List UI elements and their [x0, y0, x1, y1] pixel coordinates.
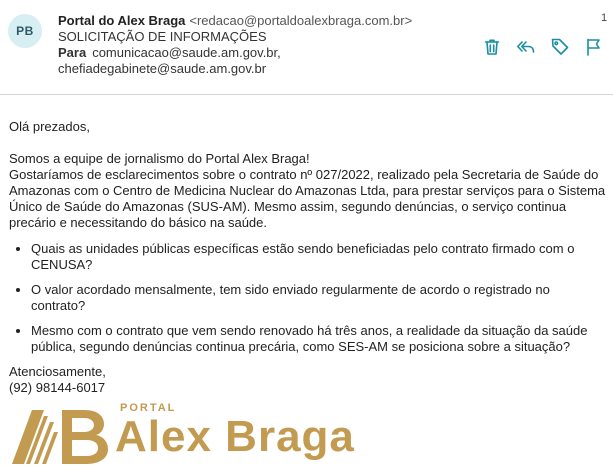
logo-portal-text: PORTAL: [120, 402, 177, 414]
message-header: [0, 0, 613, 95]
signature-logo: [10, 402, 370, 466]
logo-brand-text: Alex Braga: [115, 412, 355, 461]
recipient-2[interactable]: chefiadegabinete@saude.am.gov.br: [58, 61, 267, 76]
sender-email[interactable]: <redacao@portaldoalexbraga.com.br>: [189, 13, 413, 28]
sender-name[interactable]: Portal do Alex Braga: [58, 13, 186, 28]
flag-icon[interactable]: [584, 37, 604, 57]
greeting: Olá prezados,: [9, 119, 90, 134]
reply-all-icon[interactable]: [516, 37, 536, 57]
trash-icon[interactable]: [482, 37, 502, 57]
avatar[interactable]: PB: [8, 14, 42, 48]
message-count: 1: [601, 12, 608, 24]
list-item: • Quais as unidades públicas específicas estão sendo beneficiadas pelo contrato firmado com o CENUSA?: [31, 241, 607, 273]
recipient-1[interactable]: comunicacao@saude.am.gov.br,: [92, 45, 281, 60]
phone-number: (92) 98144-6017: [9, 380, 106, 395]
sender-line: [58, 13, 412, 29]
header-details: [58, 13, 412, 77]
message-subject: SOLICITAÇÃO DE INFORMAÇÕES: [58, 29, 267, 44]
logo-mark-icon: [10, 408, 110, 464]
body-paragraph: Gostaríamos de esclarecimentos sobre o contrato nº 027/2022, realizado pela Secretaria de Saúde do Amazonas com o Centro de Medicina Nuclear do Amazonas Ltda, para prestar serviços para o Sistema Único de Saúde do Amazonas (SUS-AM). Mesmo assim, segundo denúncias, o serviço continua precário e necessitando do básico na saúde.: [9, 167, 606, 230]
list-item: • O valor acordado mensalmente, tem sido enviado regularmente de acordo o registrado no contrato?: [31, 282, 607, 314]
list-item: • Mesmo com o contrato que vem sendo renovado há três anos, a realidade da situação da saúde pública, segundo denúncias continua precária, como SES-AM se posiciona sobre a situação?: [31, 323, 607, 355]
to-label: Para: [58, 45, 87, 60]
message-body: [9, 119, 607, 396]
question-list: [9, 241, 607, 355]
message-actions: [482, 37, 604, 57]
intro-text: Somos a equipe de jornalismo do Portal Alex Braga!: [9, 151, 310, 166]
closing: Atenciosamente,: [9, 364, 106, 379]
recipient-line: [58, 45, 412, 61]
tag-icon[interactable]: [550, 37, 570, 57]
